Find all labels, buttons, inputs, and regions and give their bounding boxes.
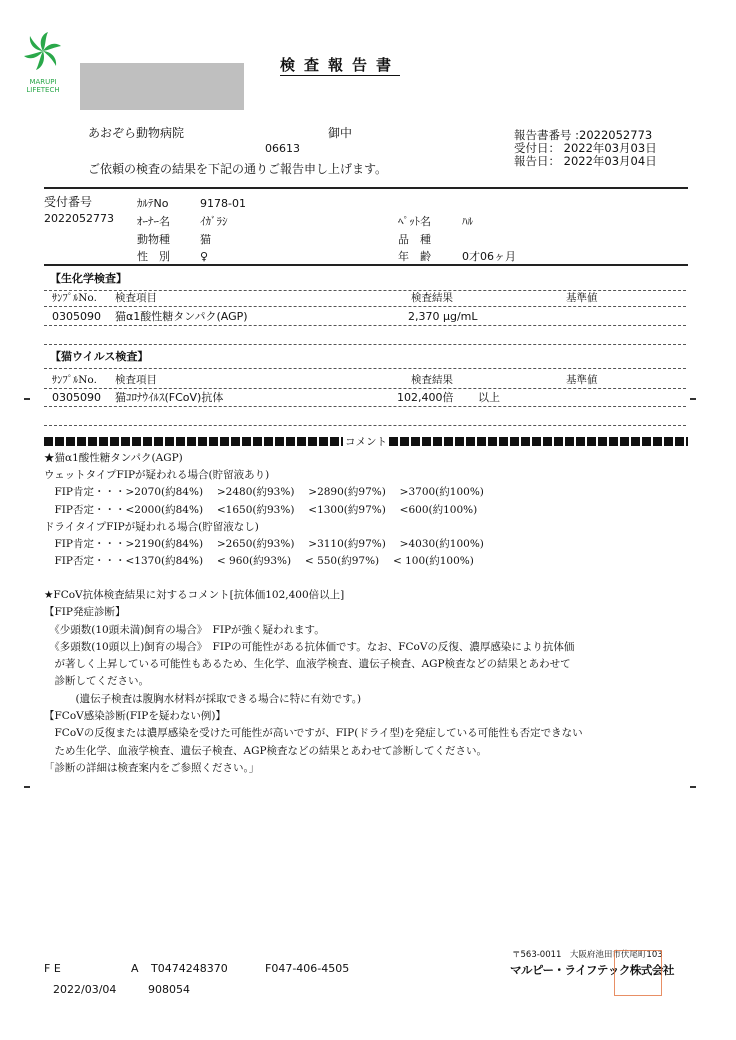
comment-line: FIP肯定・・・>2070(約84%) >2480(約93%) >2890(約97%) >3700(約100%) bbox=[44, 486, 484, 499]
footer-code: 908054 bbox=[148, 983, 190, 996]
sample-no: 0305090 bbox=[52, 391, 101, 404]
company-address: 〒563-0011 大阪府池田市伏尾町103 bbox=[512, 950, 663, 960]
divider bbox=[44, 388, 686, 389]
col-item: 検査項目 bbox=[115, 292, 157, 304]
chart-number: 9178-01 bbox=[200, 197, 246, 210]
test-result: 102,400倍 bbox=[397, 391, 454, 404]
redacted-area bbox=[80, 63, 244, 110]
comment-line: FIP否定・・・<2000(約84%) <1650(約93%) <1300(約97%) <600(約100%) bbox=[44, 503, 478, 516]
footer-fax: F047-406-4505 bbox=[265, 962, 350, 975]
comment-line: が著しく上昇している可能性もあるため、生化学、血液学検査、遺伝子検査、AGP検査などの結果とあわせて bbox=[44, 658, 571, 671]
owner-label: ｵｰﾅｰ名 bbox=[137, 215, 170, 228]
sex: ♀ bbox=[200, 250, 209, 263]
report-info bbox=[514, 129, 657, 169]
comment-line: 診断してください。 bbox=[44, 675, 149, 688]
comment-line: ウェットタイプFIPが疑われる場合(貯留液あり) bbox=[44, 469, 270, 482]
comment-line: ため生化学、血液学検査、遺伝子検査、AGP検査などの結果とあわせて診断してください。 bbox=[44, 744, 488, 757]
logo-text: MARUPI LIFETECH bbox=[26, 78, 60, 94]
divider bbox=[44, 344, 686, 345]
footer-tel: T0474248370 bbox=[151, 962, 228, 975]
fcov-comments bbox=[44, 587, 583, 777]
comment-label: コメント bbox=[345, 435, 387, 448]
pet-label: ﾍﾟｯﾄ名 bbox=[398, 215, 431, 228]
hospital-name: あおぞら動物病院 bbox=[88, 126, 185, 140]
hospital-code: 06613 bbox=[265, 142, 300, 155]
age: 0才06ヶ月 bbox=[462, 250, 516, 263]
punch-mark bbox=[690, 398, 696, 400]
col-item: 検査項目 bbox=[115, 374, 157, 386]
comment-line: FIP否定・・・<1370(約84%) < 960(約93%) < 550(約97%) < 100(約100%) bbox=[44, 555, 474, 568]
company-name: マルピー・ライフテック株式会社 bbox=[510, 963, 674, 977]
receipt-label: 受付番号 bbox=[44, 195, 93, 209]
divider bbox=[44, 187, 688, 189]
col-ref: 基準値 bbox=[566, 374, 598, 386]
logo-flower-icon bbox=[20, 28, 66, 74]
comment-line: ★FCoV抗体検査結果に対するコメント[抗体価102,400倍以上] bbox=[44, 589, 345, 601]
page-title: 検査報告書 bbox=[280, 56, 401, 74]
report-date: 報告日： 2022年03月04日 bbox=[514, 154, 657, 169]
col-result: 検査結果 bbox=[411, 292, 453, 304]
section-title-biochem: 【生化学検査】 bbox=[50, 272, 127, 285]
intro-text: ご依頼の検査の結果を下記の通りご報告申し上げます。 bbox=[88, 162, 388, 176]
age-label: 年 齢 bbox=[398, 250, 431, 263]
divider bbox=[44, 406, 686, 407]
comment-line: 「診断の詳細は検査案内をご参照ください。」 bbox=[44, 761, 260, 774]
divider bbox=[44, 368, 686, 369]
bar-blocks bbox=[389, 437, 688, 446]
footer-fe: F E bbox=[44, 962, 61, 975]
col-ref: 基準値 bbox=[566, 292, 598, 304]
company-seal bbox=[614, 950, 662, 996]
comment-line: 【FIP発症診断】 bbox=[44, 606, 126, 619]
col-result: 検査結果 bbox=[411, 374, 453, 386]
comment-line: 【FCoV感染診断(FIPを疑わない例)】 bbox=[44, 710, 226, 723]
result-flag: 以上 bbox=[478, 391, 500, 404]
agp-comments bbox=[44, 450, 484, 570]
comment-line: ★猫α1酸性糖タンパク(AGP) bbox=[44, 452, 183, 464]
test-item: 猫ｺﾛﾅｳｲﾙｽ(FCoV)抗体 bbox=[115, 391, 224, 404]
comment-line: ドライタイプFIPが疑われる場合(貯留液なし) bbox=[44, 520, 259, 533]
comment-line: 《多頭数(10頭以上)飼育の場合》 FIPの可能性がある抗体価です。なお、FCoVの反復、濃厚感染により抗体価 bbox=[44, 640, 575, 653]
species-label: 動物種 bbox=[137, 233, 170, 246]
section-title-virus: 【猫ウイルス検査】 bbox=[50, 350, 149, 363]
divider bbox=[44, 290, 686, 291]
breed-label: 品 種 bbox=[398, 233, 431, 246]
bar-blocks bbox=[44, 437, 343, 446]
test-item: 猫α1酸性糖タンパク(AGP) bbox=[115, 310, 248, 323]
pet-name: ﾊﾙ bbox=[462, 215, 473, 228]
report-number: 報告書番号 :2022052773 bbox=[514, 128, 653, 142]
punch-mark bbox=[690, 786, 696, 788]
addressee-suffix: 御中 bbox=[328, 126, 353, 140]
comment-line: 《少頭数(10頭未満)飼育の場合》 FIPが強く疑われます。 bbox=[44, 623, 325, 636]
punch-mark bbox=[24, 398, 30, 400]
divider bbox=[44, 325, 686, 326]
owner-name: ｲｶﾞﾗｼ bbox=[200, 215, 228, 228]
comment-line: (遺伝子検査は腹胸水材料が採取できる場合に特に有効です。) bbox=[44, 692, 362, 705]
test-result: 2,370 μg/mL bbox=[408, 310, 478, 323]
divider bbox=[44, 306, 686, 307]
company-logo bbox=[18, 28, 68, 94]
receipt-number: 2022052773 bbox=[44, 212, 114, 225]
chart-label: ｶﾙﾃNo bbox=[137, 197, 169, 210]
footer-date: 2022/03/04 bbox=[53, 983, 117, 996]
comment-bar bbox=[44, 436, 688, 446]
divider bbox=[44, 264, 688, 266]
sex-label: 性 別 bbox=[137, 250, 170, 263]
col-sample: ｻﾝﾌﾟﾙNo. bbox=[52, 374, 97, 386]
col-sample: ｻﾝﾌﾟﾙNo. bbox=[52, 292, 97, 304]
comment-line: FIP肯定・・・>2190(約84%) >2650(約93%) >3110(約97%) >4030(約100%) bbox=[44, 538, 484, 551]
footer-a: A bbox=[131, 962, 139, 975]
divider bbox=[44, 425, 686, 426]
received-date: 受付日： 2022年03月03日 bbox=[514, 141, 657, 156]
species: 猫 bbox=[200, 233, 211, 246]
sample-no: 0305090 bbox=[52, 310, 101, 323]
comment-line: FCoVの反復または濃厚感染を受けた可能性が高いですが、FIP(ドライ型)を発症している可能性も否定できない bbox=[44, 727, 583, 740]
punch-mark bbox=[24, 786, 30, 788]
